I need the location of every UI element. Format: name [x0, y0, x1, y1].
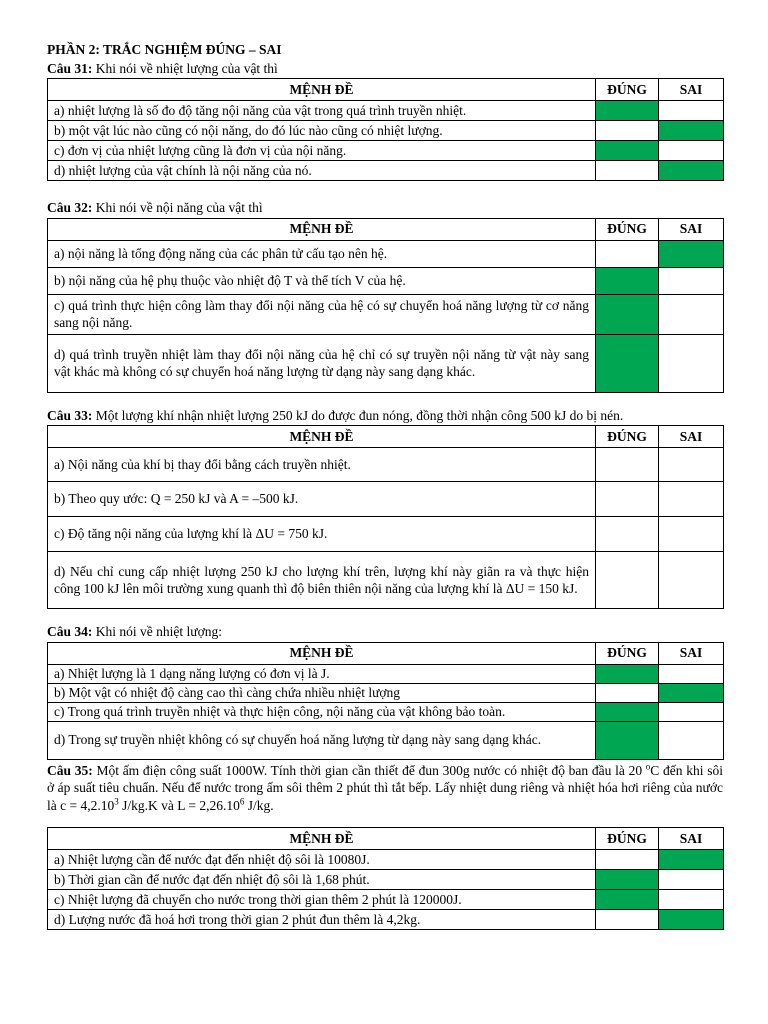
question-label: Câu 35:	[47, 762, 93, 778]
true-answer-cell[interactable]	[596, 870, 659, 890]
true-answer-cell[interactable]	[596, 240, 659, 267]
false-answer-cell[interactable]	[659, 721, 724, 759]
question-label: Câu 31:	[47, 60, 93, 76]
table-row	[48, 448, 724, 482]
table-row	[48, 240, 724, 267]
true-answer-cell[interactable]	[596, 121, 659, 141]
question-35-table	[47, 827, 724, 930]
true-answer-cell[interactable]	[596, 267, 659, 294]
header-statement: MỆNH ĐỀ	[48, 426, 596, 448]
header-true: ĐÚNG	[596, 642, 659, 664]
false-answer-cell[interactable]	[659, 448, 724, 482]
statement-cell: d) Trong sự truyền nhiệt không có sự chuyển hoá năng lượng từ dạng này sang dạng khác.	[48, 721, 596, 759]
false-answer-cell[interactable]	[659, 141, 724, 161]
statement-cell: c) Độ tăng nội năng của lượng khí là ΔU = 750 kJ.	[48, 517, 596, 552]
true-answer-cell[interactable]	[596, 910, 659, 930]
true-answer-cell[interactable]	[596, 850, 659, 870]
exponent: 6	[239, 796, 245, 807]
header-false: SAI	[659, 828, 724, 850]
table-row	[48, 482, 724, 517]
question-32-prompt	[47, 199, 723, 217]
false-answer-cell[interactable]	[659, 101, 724, 121]
statement-cell: b) một vật lúc nào cũng có nội năng, do đó lúc nào cũng có nhiệt lượng.	[48, 121, 596, 141]
question-35-prompt	[47, 762, 723, 815]
false-answer-cell[interactable]	[659, 850, 724, 870]
true-answer-cell[interactable]	[596, 552, 659, 609]
false-answer-cell[interactable]	[659, 890, 724, 910]
header-statement: MỆNH ĐỀ	[48, 642, 596, 664]
table-row	[48, 141, 724, 161]
header-true: ĐÚNG	[596, 426, 659, 448]
question-label: Câu 33:	[47, 407, 93, 423]
true-answer-cell[interactable]	[596, 702, 659, 721]
false-answer-cell[interactable]	[659, 702, 724, 721]
true-answer-cell[interactable]	[596, 101, 659, 121]
statement-cell: c) quá trình thực hiện công làm thay đổi nội năng của hệ có sự chuyển hoá năng lượng từ cơ năng sang nội năng.	[48, 294, 596, 334]
header-statement: MỆNH ĐỀ	[48, 79, 596, 101]
question-31-table	[47, 78, 724, 181]
statement-cell: c) Nhiệt lượng đã chuyển cho nước trong thời gian thêm 2 phút là 120000J.	[48, 890, 596, 910]
header-false: SAI	[659, 79, 724, 101]
table-row	[48, 121, 724, 141]
statement-cell: b) Thời gian cần để nước đạt đến nhiệt độ sôi là 1,68 phút.	[48, 870, 596, 890]
false-answer-cell[interactable]	[659, 664, 724, 683]
question-text: J/kg.	[244, 797, 274, 813]
header-false: SAI	[659, 426, 724, 448]
table-row	[48, 850, 724, 870]
question-33-table	[47, 425, 724, 609]
table-row	[48, 517, 724, 552]
table-header-row	[48, 642, 724, 664]
table-row	[48, 664, 724, 683]
table-row	[48, 552, 724, 609]
statement-cell: c) Trong quá trình truyền nhiệt và thực hiện công, nội năng của vật không bảo toàn.	[48, 702, 596, 721]
header-true: ĐÚNG	[596, 218, 659, 240]
true-answer-cell[interactable]	[596, 448, 659, 482]
question-34-prompt	[47, 623, 723, 641]
table-row	[48, 294, 724, 334]
question-34-table	[47, 642, 724, 760]
table-row	[48, 101, 724, 121]
statement-cell: b) Một vật có nhiệt độ càng cao thì càng chứa nhiều nhiệt lượng	[48, 683, 596, 702]
false-answer-cell[interactable]	[659, 240, 724, 267]
question-text: Một ấm điện công suất 1000W. Tính thời gian cần thiết để đun 300g nước có nhiệt độ ban đầu là 20	[92, 762, 646, 778]
document	[47, 41, 723, 930]
statement-cell: b) Theo quy ước: Q = 250 kJ và A = –500 kJ.	[48, 482, 596, 517]
table-row	[48, 334, 724, 392]
header-true: ĐÚNG	[596, 828, 659, 850]
table-header-row	[48, 79, 724, 101]
header-false: SAI	[659, 218, 724, 240]
true-answer-cell[interactable]	[596, 161, 659, 181]
exponent: 3	[114, 796, 119, 807]
header-statement: MỆNH ĐỀ	[48, 218, 596, 240]
true-answer-cell[interactable]	[596, 294, 659, 334]
false-answer-cell[interactable]	[659, 161, 724, 181]
statement-cell: a) Nhiệt lượng cần để nước đạt đến nhiệt độ sôi là 10080J.	[48, 850, 596, 870]
false-answer-cell[interactable]	[659, 294, 724, 334]
table-row	[48, 910, 724, 930]
table-header-row	[48, 218, 724, 240]
question-text: C đến khi sôi ở áp suất tiêu chuẩn. Nếu để nước trong ấm sôi thêm 2 phút thì tắt bếp. Lấy nhiệt dung riêng và nhiệt hóa hơi riêng của nước là c = 4,2.10	[47, 762, 723, 813]
true-answer-cell[interactable]	[596, 721, 659, 759]
question-31-prompt	[47, 60, 723, 78]
question-label: Câu 32:	[47, 200, 93, 216]
statement-cell: d) Nếu chỉ cung cấp nhiệt lượng 250 kJ cho lượng khí trên, lượng khí này giãn ra và thực hiện công 100 kJ lên môi trường xung quanh thì độ biên thiên nội năng của lượng khí là ΔU = 150 kJ.	[48, 552, 596, 609]
false-answer-cell[interactable]	[659, 870, 724, 890]
table-row	[48, 870, 724, 890]
table-row	[48, 702, 724, 721]
statement-cell: d) Lượng nước đã hoá hơi trong thời gian 2 phút đun thêm là 4,2kg.	[48, 910, 596, 930]
true-answer-cell[interactable]	[596, 890, 659, 910]
question-text: Khi nói về nội năng của vật thì	[92, 200, 263, 216]
false-answer-cell[interactable]	[659, 334, 724, 392]
false-answer-cell[interactable]	[659, 482, 724, 517]
header-statement: MỆNH ĐỀ	[48, 828, 596, 850]
section-title: PHẦN 2: TRẮC NGHIỆM ĐÚNG – SAI	[47, 42, 282, 57]
false-answer-cell[interactable]	[659, 517, 724, 552]
statement-cell: a) Nội năng của khí bị thay đổi bằng cách truyền nhiệt.	[48, 448, 596, 482]
statement-cell: d) nhiệt lượng của vật chính là nội năng của nó.	[48, 161, 596, 181]
table-row	[48, 683, 724, 702]
false-answer-cell[interactable]	[659, 267, 724, 294]
true-answer-cell[interactable]	[596, 141, 659, 161]
table-row	[48, 890, 724, 910]
question-32-table	[47, 218, 724, 393]
true-answer-cell[interactable]	[596, 683, 659, 702]
false-answer-cell[interactable]	[659, 683, 724, 702]
table-row	[48, 721, 724, 759]
statement-cell: c) đơn vị của nhiệt lượng cũng là đơn vị của nội năng.	[48, 141, 596, 161]
statement-cell: a) nhiệt lượng là số đo độ tăng nội năng của vật trong quá trình truyền nhiệt.	[48, 101, 596, 121]
false-answer-cell[interactable]	[659, 910, 724, 930]
table-row	[48, 161, 724, 181]
statement-cell: a) Nhiệt lượng là 1 dạng năng lượng có đơn vị là J.	[48, 664, 596, 683]
true-answer-cell[interactable]	[596, 664, 659, 683]
question-text: Khi nói về nhiệt lượng:	[92, 624, 222, 640]
statement-cell: b) nội năng của hệ phụ thuộc vào nhiệt độ T và thể tích V của hệ.	[48, 267, 596, 294]
table-header-row	[48, 828, 724, 850]
question-text: Khi nói về nhiệt lượng của vật thì	[92, 60, 278, 76]
degree-superscript: o	[645, 761, 651, 772]
true-answer-cell[interactable]	[596, 334, 659, 392]
false-answer-cell[interactable]	[659, 121, 724, 141]
question-text: J/kg.K và L = 2,26.10	[118, 797, 240, 813]
question-label: Câu 34:	[47, 624, 93, 640]
false-answer-cell[interactable]	[659, 552, 724, 609]
statement-cell: a) nội năng là tổng động năng của các phân tử cấu tạo nên hệ.	[48, 240, 596, 267]
true-answer-cell[interactable]	[596, 482, 659, 517]
header-false: SAI	[659, 642, 724, 664]
statement-cell: d) quá trình truyền nhiệt làm thay đổi nội năng của hệ chỉ có sự truyền nội năng từ vật này sang vật khác mà không có sự chuyển hoá năng lượng từ dạng này sang dạng khác.	[48, 334, 596, 392]
true-answer-cell[interactable]	[596, 517, 659, 552]
question-33-prompt	[47, 407, 723, 425]
question-text: Một lượng khí nhận nhiệt lượng 250 kJ do được đun nóng, đồng thời nhận công 500 kJ do bị nén.	[92, 407, 624, 423]
table-row	[48, 267, 724, 294]
header-true: ĐÚNG	[596, 79, 659, 101]
table-header-row	[48, 426, 724, 448]
